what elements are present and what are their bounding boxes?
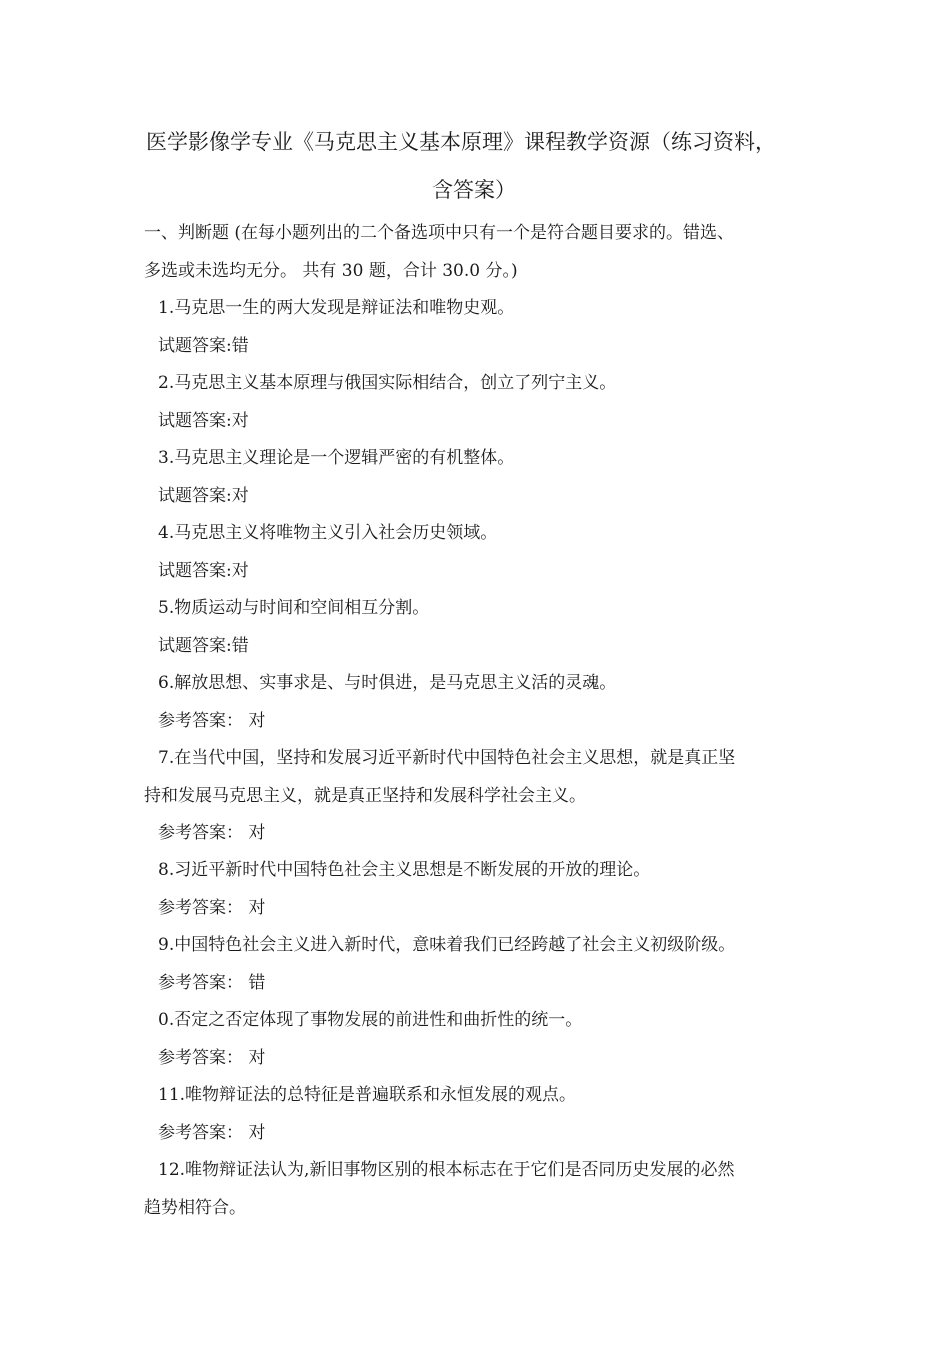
document-title-line-1: 医学影像学专业《马克思主义基本原理》课程教学资源（练习资料， [146,130,776,154]
question-7: 7.在当代中国，坚持和发展习近平新时代中国特色社会主义思想，就是真正坚 [158,748,736,768]
document-title-line-2: 含答案） [432,178,516,202]
question-11: 11.唯物辩证法的总特征是普遍联系和永恒发展的观点。 [158,1085,577,1105]
answer-6: 参考答案： 对 [158,711,266,731]
question-10: 0.否定之否定体现了事物发展的前进性和曲折性的统一。 [158,1010,583,1030]
answer-5: 试题答案:错 [158,636,249,656]
section-intro-line-1: 一、判断题 (在每小题列出的二个备选项中只有一个是符合题目要求的。错选、 [144,223,735,243]
question-7-continued: 持和发展马克思主义，就是真正坚持和发展科学社会主义。 [144,786,586,806]
question-2: 2.马克思主义基本原理与俄国实际相结合，创立了列宁主义。 [158,373,617,393]
answer-9: 参考答案： 错 [158,973,266,993]
answer-8: 参考答案： 对 [158,898,266,918]
question-12-continued: 趋势相符合。 [144,1198,246,1218]
question-12: 12.唯物辩证法认为,新旧事物区别的根本标志在于它们是否同历史发展的必然 [158,1160,735,1180]
answer-7: 参考答案： 对 [158,823,266,843]
answer-10: 参考答案： 对 [158,1048,266,1068]
answer-1: 试题答案:错 [158,336,249,356]
question-8: 8.习近平新时代中国特色社会主义思想是不断发展的开放的理论。 [158,860,651,880]
question-5: 5.物质运动与时间和空间相互分割。 [158,598,430,618]
question-9: 9.中国特色社会主义进入新时代，意味着我们已经跨越了社会主义初级阶级。 [158,935,736,955]
question-4: 4.马克思主义将唯物主义引入社会历史领域。 [158,523,498,543]
question-1: 1.马克思一生的两大发现是辩证法和唯物史观。 [158,298,515,318]
question-6: 6.解放思想、实事求是、与时俱进，是马克思主义活的灵魂。 [158,673,617,693]
answer-3: 试题答案:对 [158,486,249,506]
question-3: 3.马克思主义理论是一个逻辑严密的有机整体。 [158,448,515,468]
answer-11: 参考答案： 对 [158,1123,266,1143]
answer-4: 试题答案:对 [158,561,249,581]
section-intro-line-2: 多选或未选均无分。 共有 30 题，合计 30.0 分。) [144,261,518,281]
answer-2: 试题答案:对 [158,411,249,431]
